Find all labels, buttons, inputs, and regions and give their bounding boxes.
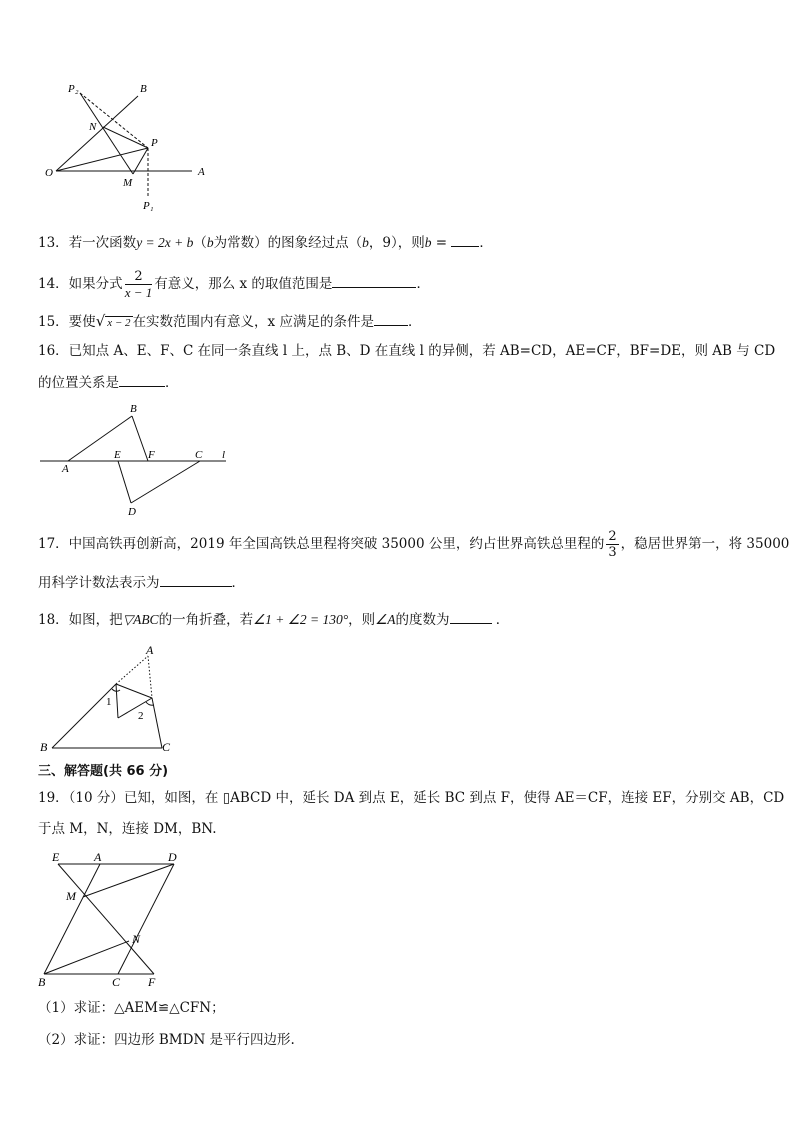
q15-text: 在实数范围内有意义，x 应满足的条件是 <box>132 314 374 330</box>
q14-end: ． <box>416 276 430 292</box>
q15-answer-blank[interactable] <box>374 311 408 326</box>
folded-edge-2 <box>118 698 152 718</box>
label-b: B <box>40 740 48 754</box>
question-16-line-1: 16．已知点 A、E、F、C 在同一条直线 l 上，点 B、D 在直线 l 的异侧，若 AB=CD，AE=CF，BF=DE，则 AB 与 CD <box>38 343 776 359</box>
figure-folded-triangle <box>36 644 186 756</box>
q16-end: ． <box>165 375 179 391</box>
question-17-line-2 <box>38 572 245 593</box>
label-c: C <box>112 975 121 989</box>
q18-text-4: 的度数为 <box>395 612 450 628</box>
question-18 <box>38 609 509 630</box>
q13-paren: （ <box>193 235 207 251</box>
label-f: F <box>148 449 155 461</box>
segment-n-p <box>103 127 148 148</box>
q14-frac-num: 2 <box>125 269 153 285</box>
segment-op <box>56 148 148 171</box>
question-19-part-1: （1）求证：△AEM≌△CFN； <box>38 1000 225 1016</box>
fold-line <box>116 684 152 698</box>
segment-bn <box>44 941 129 974</box>
question-15 <box>38 311 421 332</box>
q16-answer-blank[interactable] <box>119 372 165 387</box>
q17-end: ． <box>231 575 245 591</box>
figure-parallelogram <box>36 850 196 990</box>
label-b: B <box>38 975 46 989</box>
q13-answer-blank[interactable] <box>451 232 479 247</box>
q13-var-b2: b <box>362 235 369 250</box>
label-o: O <box>45 167 53 179</box>
question-13 <box>38 232 493 253</box>
label-n: N <box>89 121 97 133</box>
q17-text-1: 17．中国高铁再创新高，2019 年全国高铁总里程将突破 35000 公里，约占世界高铁总里程的 <box>38 536 605 552</box>
q17-text-3: 用科学计数法表示为 <box>38 575 160 591</box>
segment-m-p <box>133 148 148 174</box>
label-d: D <box>168 850 177 864</box>
label-c: C <box>195 449 203 461</box>
q15-radicand: x − 2 <box>107 317 131 329</box>
q17-fraction <box>606 529 618 560</box>
q13-number: 13． <box>38 235 69 251</box>
figure-angle-reflection <box>40 78 220 218</box>
q17-frac-num: 2 <box>608 529 617 544</box>
section-heading: 三、解答题(共 66 分) <box>38 764 169 779</box>
dotted-a-fold2 <box>148 656 152 698</box>
label-b: B <box>140 83 147 95</box>
label-a: A <box>198 166 205 178</box>
q14-answer-blank[interactable] <box>332 273 416 288</box>
q17-text-2: ，稳居世界第一，将 35000 <box>620 536 790 552</box>
segment-dm <box>83 864 174 897</box>
segment-dc <box>118 864 174 974</box>
folded-edge-1 <box>116 684 118 718</box>
q13-var-b3: b <box>424 235 432 250</box>
q18-triangle: ▽ABC <box>122 612 159 627</box>
segment-bf <box>132 416 148 461</box>
question-19-part-2: （2）求证：四边形 BMDN 是平行四边形. <box>38 1032 295 1048</box>
label-c: C <box>162 740 171 754</box>
q18-end: ． <box>491 612 510 628</box>
label-n: N <box>132 932 141 946</box>
segment-b-fold1 <box>52 684 116 748</box>
q15-number: 15．要使 <box>38 314 96 330</box>
label-e: E <box>114 449 121 461</box>
q15-end: ． <box>407 314 422 330</box>
label-a: A <box>94 850 102 864</box>
label-m: M <box>123 177 133 189</box>
q13-equation: y = 2x + b <box>136 235 194 250</box>
label-angle-2: 2 <box>138 710 144 722</box>
q13-text-3: ，9），则 <box>368 235 425 251</box>
radical-sign-icon: √ <box>95 312 106 330</box>
label-d: D <box>128 506 136 518</box>
q18-text-1: 18．如图，把 <box>38 612 123 628</box>
q18-condition: ∠1 + ∠2 = 130° <box>253 612 349 627</box>
label-p1: P₁ <box>143 200 154 212</box>
dotted-fold1-a <box>116 656 148 684</box>
label-e: E <box>52 850 60 864</box>
question-16-line-2 <box>38 372 179 393</box>
label-f: F <box>148 975 156 989</box>
q13-var-b: b <box>206 235 214 250</box>
q18-text-3: ，则 <box>348 612 376 628</box>
label-m: M <box>66 889 76 903</box>
q14-number: 14．如果分式 <box>38 276 123 292</box>
question-19-line-2: 于点 M，N，连接 DM，BN. <box>38 821 217 837</box>
figure-line-triangles <box>38 400 238 518</box>
q13-text-1: 若一次函数 <box>68 235 137 251</box>
segment-p2-m <box>80 93 133 174</box>
question-14 <box>38 266 430 302</box>
q18-text-2: 的一角折叠，若 <box>158 612 254 628</box>
segment-ab <box>68 416 132 461</box>
question-19-line-1: 19．（10 分）已知，如图，在 ▯ABCD 中，延长 DA 到点 E，延长 BC 到点 F，使得 AE＝CF，连接 EF，分别交 AB，CD <box>38 790 785 806</box>
label-a: A <box>62 463 69 475</box>
label-l: l <box>222 449 226 461</box>
q13-equals: = <box>431 235 452 251</box>
q18-answer-blank[interactable] <box>450 609 492 624</box>
label-p2: P₂ <box>68 83 79 95</box>
q14-text: 有意义，那么 x 的取值范围是 <box>154 276 333 292</box>
label-p: P <box>151 137 158 149</box>
segment-dc <box>131 461 200 503</box>
q13-end: ． <box>479 235 493 251</box>
label-a: A <box>146 644 154 657</box>
q16-text-2: 的位置关系是 <box>38 375 119 391</box>
q14-fraction <box>125 269 153 300</box>
q17-frac-den: 3 <box>608 545 617 560</box>
q18-angle-a: ∠A <box>375 612 396 627</box>
question-17-line-1 <box>38 524 789 564</box>
label-angle-1: 1 <box>106 696 112 708</box>
label-b: B <box>130 403 137 415</box>
q17-answer-blank[interactable] <box>160 572 232 587</box>
q13-text-2: 为常数）的图象经过点（ <box>213 235 363 251</box>
q14-frac-den: x − 1 <box>124 285 153 300</box>
segment-ed <box>118 461 131 503</box>
